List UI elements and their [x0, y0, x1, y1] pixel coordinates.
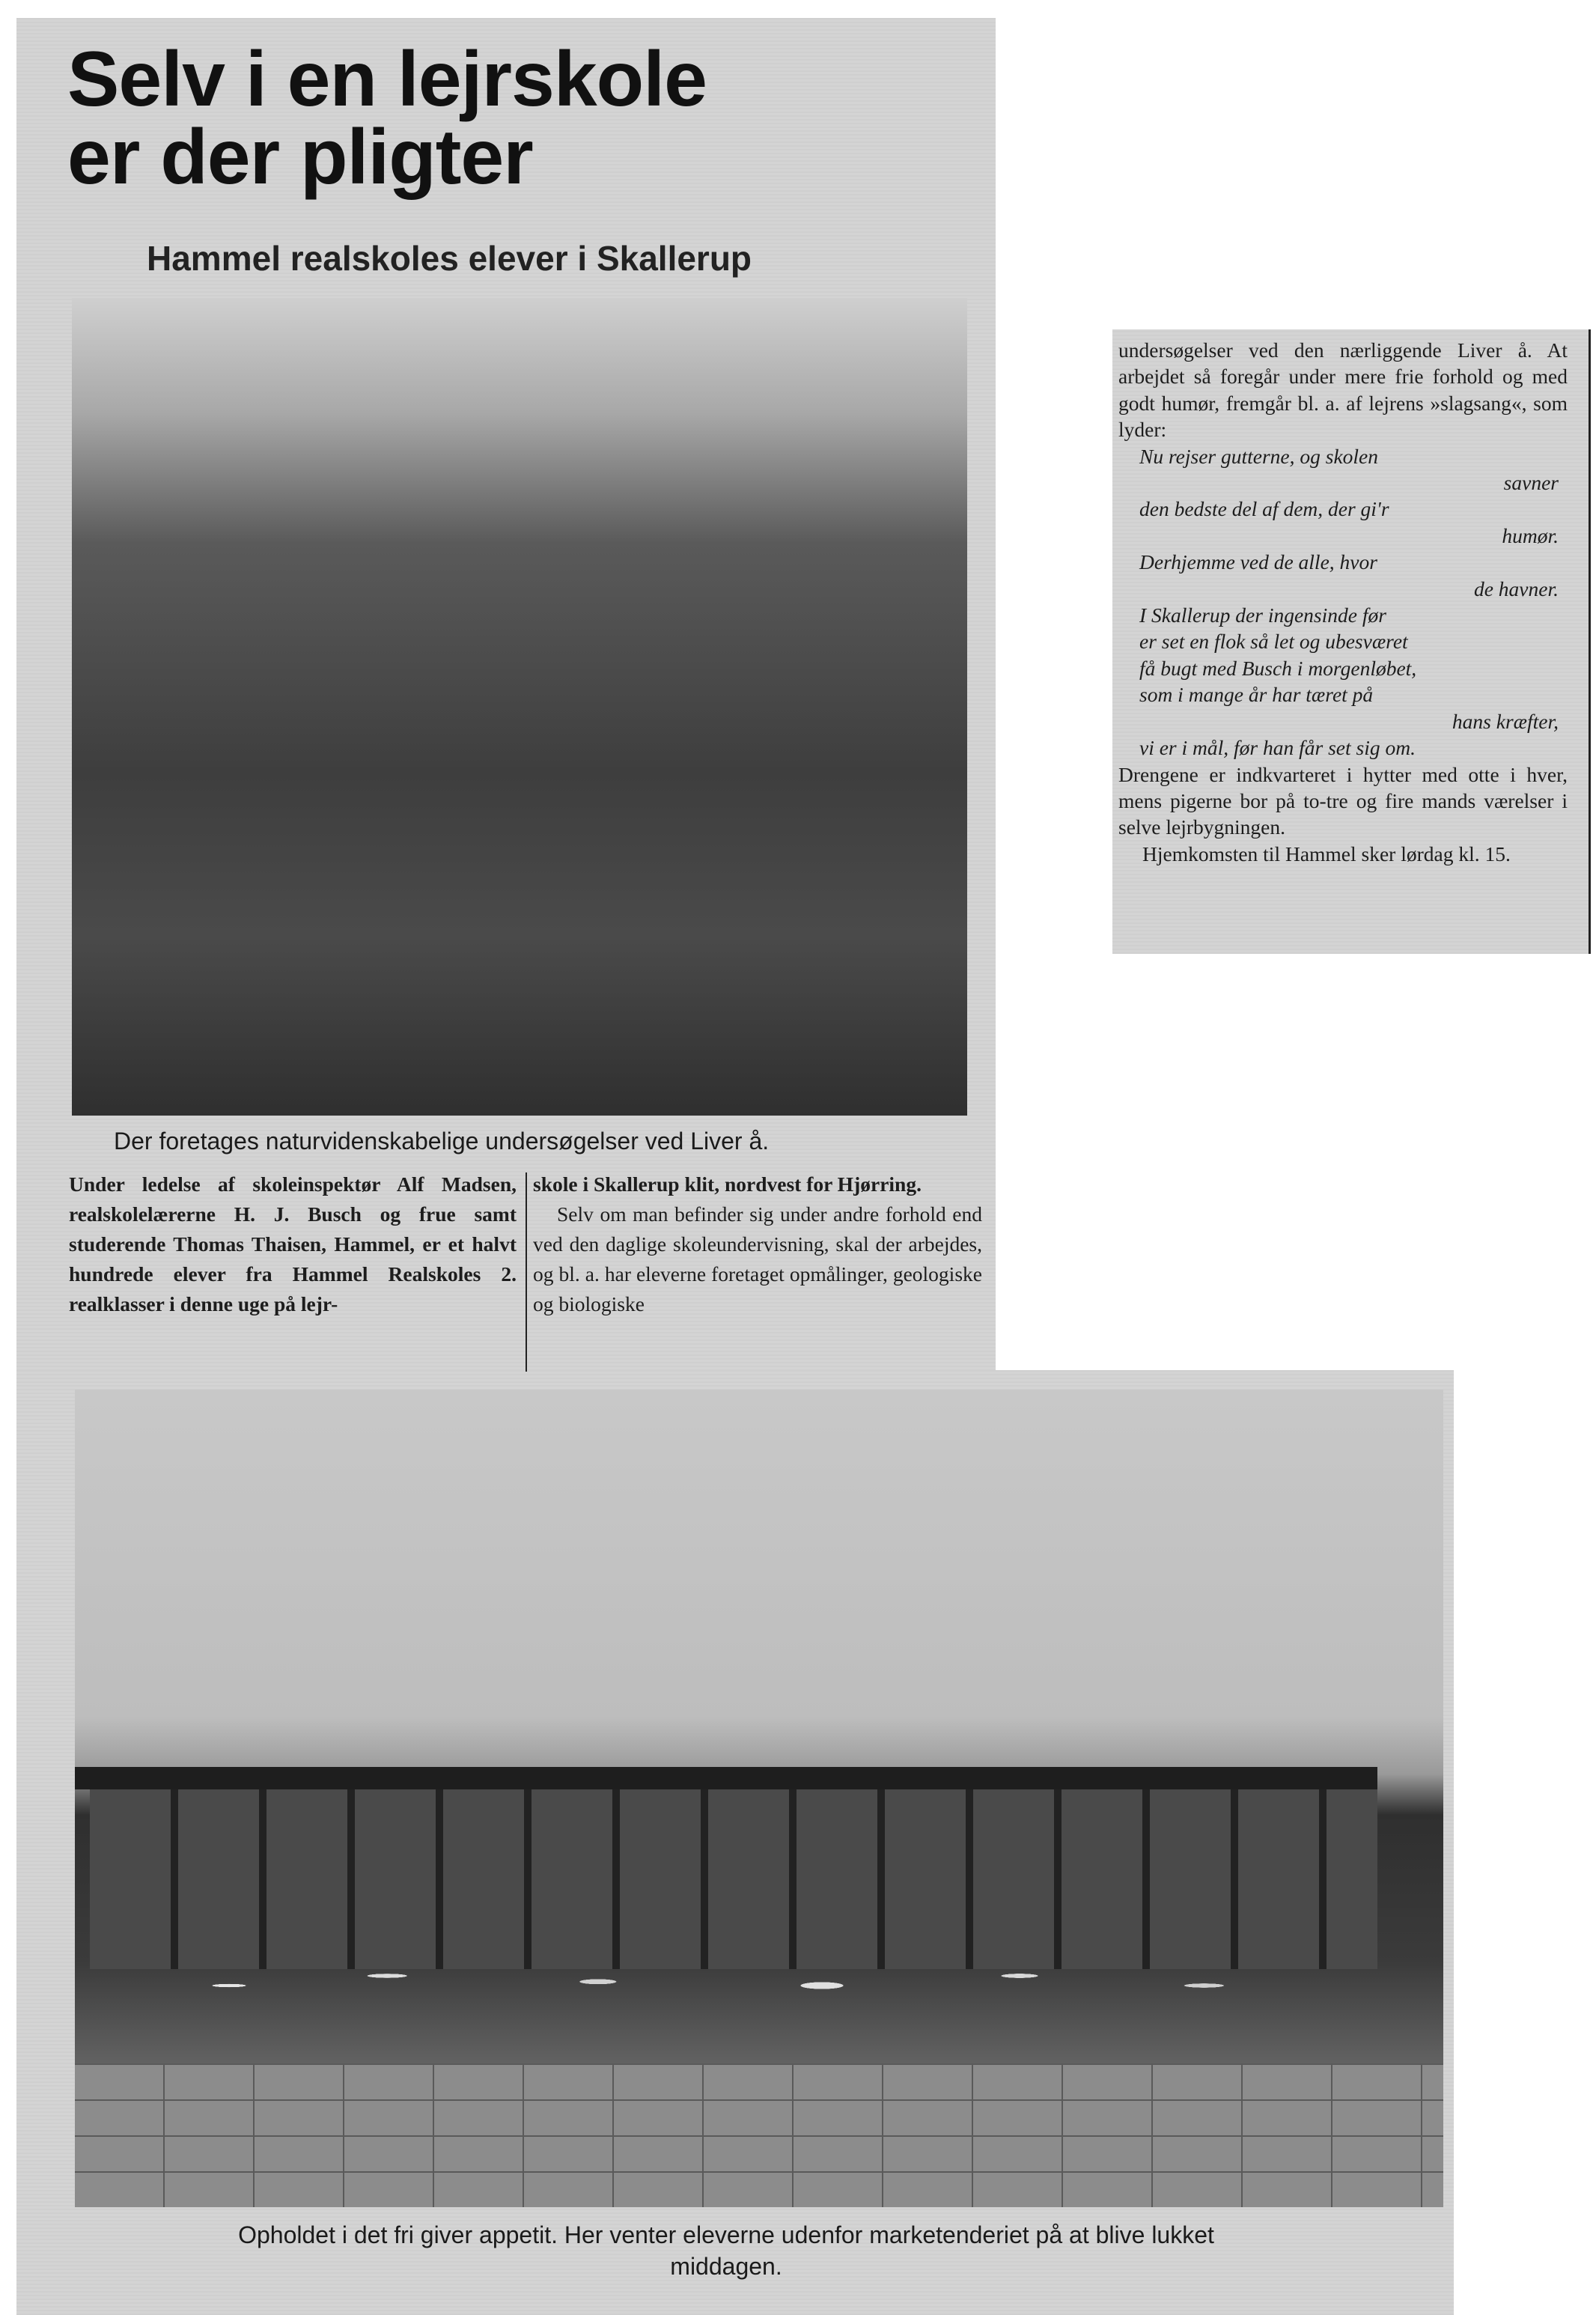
photo-top-caption: Der foretages naturvidenskabelige undersøgelser ved Liver å. — [114, 1128, 770, 1155]
verse-line: vi er i mål, før han får set sig om. — [1139, 736, 1416, 760]
verse-line: I Skallerup der ingensinde før — [1139, 603, 1386, 627]
column-divider — [526, 1172, 527, 1372]
verse-line: er set en flok så let og ubesværet — [1139, 630, 1408, 654]
photo-bottom-caption — [82, 2219, 1370, 2282]
verse-line: de havner. — [1473, 577, 1559, 600]
subheadline: Hammel realskoles elever i Skallerup — [147, 239, 752, 278]
continuation-intro: undersøgelser ved den nærliggende Liver å. At arbejdet så foregår under mere frie forhold og med godt humør, fremgår bl. a. af lejrens »slagsang«, som lyder: — [1118, 338, 1568, 442]
continuation-text — [1118, 337, 1568, 867]
continuation-paragraph-1: Drengene er indkvarteret i hytter med otte i hver, mens pigerne bor på to-tre og fire mands værelser i selve lejrbygningen. — [1118, 762, 1568, 839]
verse-line: Derhjemme ved de alle, hvor — [1139, 550, 1377, 574]
headline-line-2: er der pligter — [67, 114, 533, 201]
headline-line-1: Selv i en lejrskole — [67, 36, 707, 123]
photo-paving — [75, 2063, 1443, 2207]
photo-students — [97, 1869, 1415, 2063]
column-left-text: Under ledelse af skoleinspektør Alf Madsen, realskolelærerne H. J. Busch og frue samt studerende Thomas Thaisen, Hammel, er et halvt hundrede elever fra Hammel Realskoles 2. realklasser i denne uge på lejr- — [69, 1172, 517, 1315]
article-column-right — [533, 1169, 982, 1319]
photo-bottom-caption-line-2: middagen. — [670, 2253, 782, 2280]
continuation-paragraph-2: Hjemkomsten til Hammel sker lørdag kl. 15. — [1142, 842, 1511, 866]
photo-roof — [75, 1767, 1377, 1789]
photo-students-outside-canteen — [75, 1390, 1443, 2207]
photo-bottom-caption-line-1: Opholdet i det fri giver appetit. Her venter eleverne udenfor marketenderiet på at blive lukket — [238, 2221, 1214, 2248]
column-right-lead: skole i Skallerup klit, nordvest for Hjørring. — [533, 1172, 922, 1196]
column-right-paragraph: Selv om man befinder sig under andre forhold end ved den daglige skoleundervisning, skal der arbejdes, og bl. a. har eleverne foretaget opmålinger, geologiske og biologiske — [533, 1202, 982, 1315]
verse-line: hans kræfter, — [1452, 709, 1559, 733]
headline — [67, 36, 707, 201]
article-column-left — [69, 1169, 517, 1319]
verse-line: som i mange år har tæret på — [1139, 683, 1374, 707]
photo-students-by-river — [72, 298, 967, 1116]
verse-line: savner — [1503, 471, 1559, 495]
verse-line: Nu rejser gutterne, og skolen — [1139, 444, 1379, 468]
verse-line: humør. — [1502, 523, 1559, 547]
verse-line: få bugt med Busch i morgenløbet, — [1139, 656, 1417, 680]
verse-line: den bedste del af dem, der gi'r — [1139, 497, 1389, 521]
